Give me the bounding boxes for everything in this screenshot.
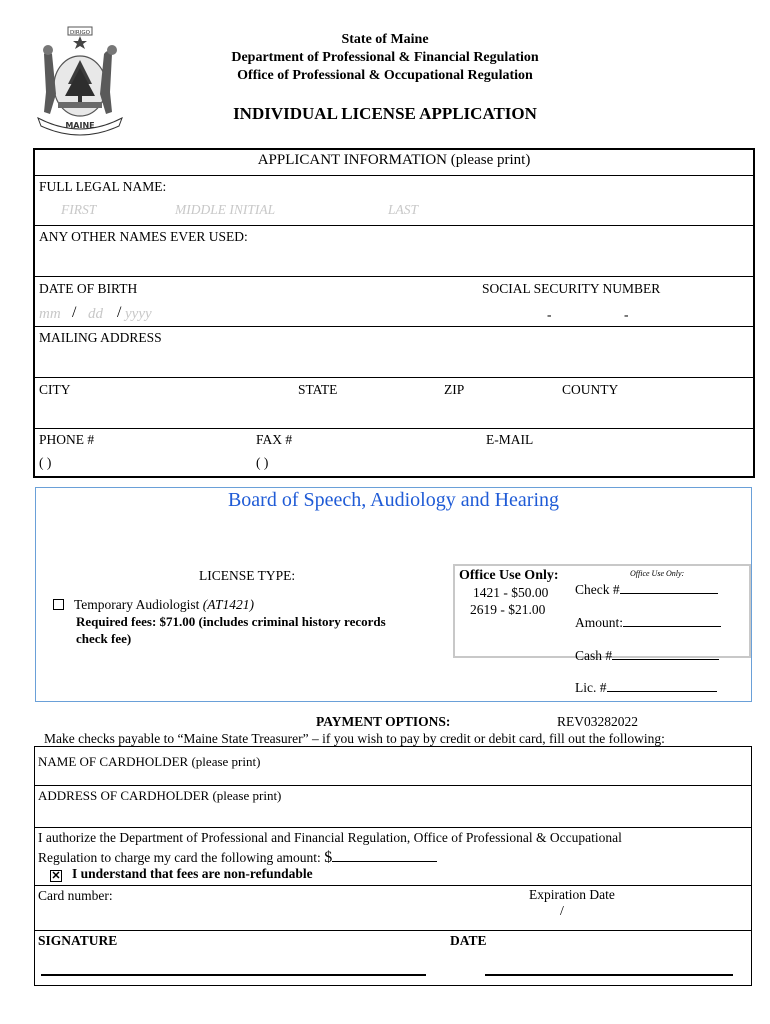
expiration-date-field[interactable]: / <box>560 904 564 919</box>
cash-number-label: Cash # <box>575 648 719 664</box>
license-type-label: LICENSE TYPE: <box>199 568 296 583</box>
dob-field[interactable] <box>37 302 477 324</box>
office-fee-1421: 1421 - $50.00 <box>473 585 549 600</box>
seal-ribbon: MAINE <box>65 121 95 130</box>
office-fee-2619: 2619 - $21.00 <box>470 602 546 617</box>
header-state: State of Maine <box>341 32 429 47</box>
cardholder-name-field[interactable] <box>37 769 749 783</box>
license-option-temporary-audiologist[interactable] <box>53 597 254 613</box>
zip-label: ZIP <box>444 382 465 397</box>
authorize-line-1: I authorize the Department of Professional and Financial Regulation, Office of Professional & Occupational <box>38 830 622 845</box>
dollar-sign: $ <box>324 849 333 866</box>
nonrefundable-label: I understand that fees are non-refundable <box>72 866 313 881</box>
date-line[interactable] <box>485 974 733 976</box>
card-number-field[interactable] <box>37 907 517 929</box>
full-legal-name-label: FULL LEGAL NAME: <box>39 179 167 194</box>
date-label: DATE <box>450 933 487 948</box>
expiration-date-label: Expiration Date <box>529 887 615 902</box>
office-use-small-label: Office Use Only: <box>630 569 685 578</box>
temporary-audiologist-checkbox[interactable] <box>53 599 64 610</box>
phone-field[interactable]: ( ) <box>39 455 52 470</box>
phone-label: PHONE # <box>39 432 95 447</box>
fax-label: FAX # <box>256 432 293 447</box>
city-label: CITY <box>39 382 71 397</box>
state-label: STATE <box>298 382 338 397</box>
city-state-zip-county-field[interactable] <box>37 400 753 426</box>
dob-separator-1: / <box>72 304 77 321</box>
check-number-field[interactable] <box>620 582 718 594</box>
dob-label: DATE OF BIRTH <box>39 281 138 296</box>
first-name-placeholder: FIRST <box>61 202 97 217</box>
nonrefundable-acknowledgement[interactable] <box>50 866 313 882</box>
amount-field[interactable] <box>623 615 721 627</box>
header-office: Office of Professional & Occupational Regulation <box>237 68 533 83</box>
county-label: COUNTY <box>562 382 619 397</box>
applicant-section-title: APPLICANT INFORMATION (please print) <box>257 152 531 168</box>
license-option-code: (AT1421) <box>202 597 255 612</box>
dob-separator-2: / <box>117 304 122 321</box>
ssn-label: SOCIAL SECURITY NUMBER <box>482 281 661 296</box>
required-fees-line1: Required fees: $71.00 (includes criminal history records <box>76 614 386 629</box>
last-name-placeholder: LAST <box>388 202 419 217</box>
seal-banner: DIRIGO <box>70 30 90 36</box>
check-number-label: Check # <box>575 582 718 598</box>
charge-amount-field[interactable] <box>332 848 437 862</box>
nonrefundable-checkbox[interactable]: ✕ <box>51 870 61 882</box>
cash-number-field[interactable] <box>612 648 719 660</box>
authorize-line-2: Regulation to charge my card the following amount: $ <box>38 848 437 867</box>
mailing-address-label: MAILING ADDRESS <box>39 330 162 345</box>
payment-section <box>34 746 752 986</box>
card-number-label: Card number: <box>38 888 113 903</box>
payment-instructions: Make checks payable to “Maine State Treasurer” – if you wish to pay by credit or debit card, fill out the following: <box>44 731 665 746</box>
cardholder-address-field[interactable] <box>37 805 749 825</box>
middle-initial-placeholder: MIDDLE INITIAL <box>175 202 276 217</box>
signature-line[interactable] <box>41 974 426 976</box>
fax-field[interactable]: ( ) <box>256 455 269 470</box>
amount-label: Amount: <box>575 615 721 631</box>
ssn-field[interactable] <box>480 302 752 324</box>
required-fees-line2: check fee) <box>76 631 132 646</box>
lic-number-field[interactable] <box>607 680 717 692</box>
mailing-address-field[interactable] <box>37 348 753 375</box>
license-option-label: Temporary Audiologist <box>74 597 200 612</box>
revision-code: REV03282022 <box>557 714 638 729</box>
ssn-dash-2: - <box>624 307 629 322</box>
header-department: Department of Professional & Financial Regulation <box>231 50 539 65</box>
board-title: Board of Speech, Audiology and Hearing <box>227 489 560 511</box>
signature-label: SIGNATURE <box>38 933 118 948</box>
dob-yyyy: yyyy <box>125 306 152 322</box>
ssn-dash-1: - <box>547 307 552 322</box>
office-use-title: Office Use Only: <box>459 568 559 583</box>
email-field[interactable] <box>484 450 752 474</box>
lic-number-label: Lic. # <box>575 680 717 696</box>
email-label: E-MAIL <box>486 432 534 447</box>
dob-dd: dd <box>88 306 103 322</box>
form-title: INDIVIDUAL LICENSE APPLICATION <box>233 104 537 123</box>
applicant-info-section <box>33 148 755 478</box>
cardholder-name-label: NAME OF CARDHOLDER (please print) <box>38 754 261 769</box>
cardholder-address-label: ADDRESS OF CARDHOLDER (please print) <box>38 788 282 803</box>
other-names-field[interactable] <box>37 247 753 274</box>
dob-mm: mm <box>39 306 61 322</box>
other-names-label: ANY OTHER NAMES EVER USED: <box>39 229 248 244</box>
payment-options-title: PAYMENT OPTIONS: <box>316 714 451 729</box>
